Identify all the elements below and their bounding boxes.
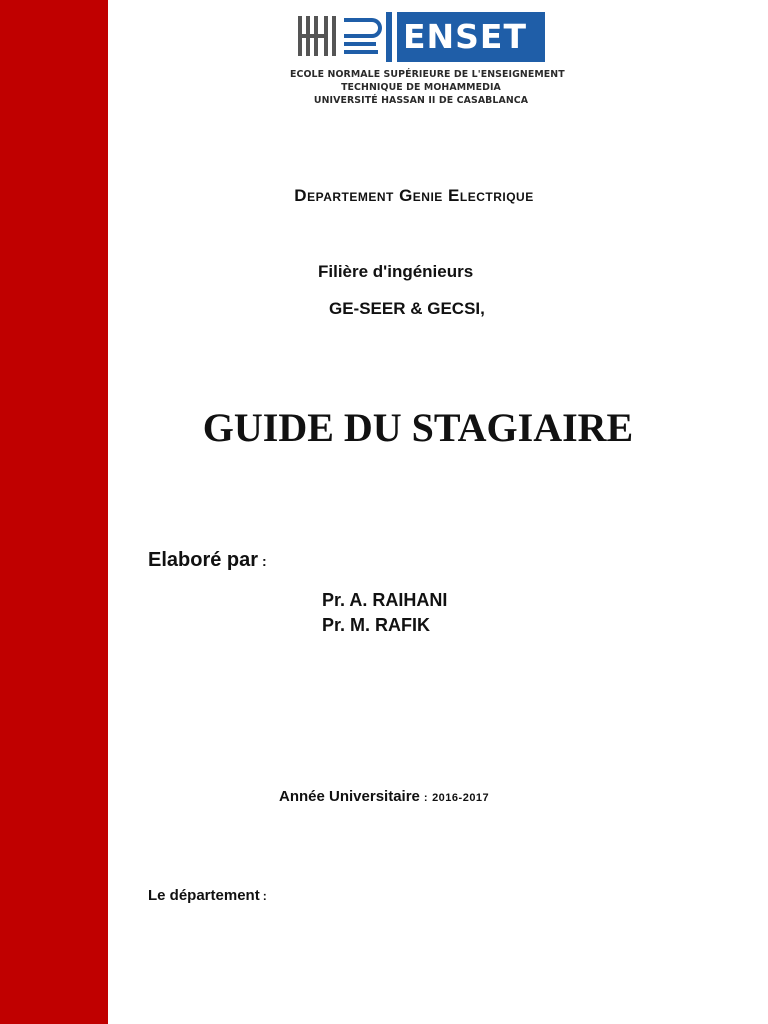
department-heading: Departement Genie Electrique (294, 186, 534, 205)
enset-wordmark: ENSET (397, 12, 545, 62)
logo-divider (386, 12, 392, 62)
author-1: Pr. A. RAIHANI (322, 590, 448, 610)
academic-year-label: Année Universitaire (279, 788, 420, 805)
author-2: Pr. M. RAFIK (322, 615, 431, 635)
prepared-by-colon: : (262, 553, 267, 569)
department-signature-label: Le département (148, 887, 260, 904)
logo-school-line2: TECHNIQUE DE MOHAMMEDIA (341, 82, 501, 93)
department-signature-colon: : (262, 889, 267, 903)
programs-line: GE-SEER & GECSI, (329, 299, 485, 318)
logo-university-line: UNIVERSITÉ HASSAN II DE CASABLANCA (313, 95, 529, 106)
department-signature (148, 887, 267, 904)
academic-year-value: 2016-2017 (432, 792, 490, 804)
academic-year-colon: : (423, 792, 429, 804)
red-side-band (0, 0, 108, 1024)
filiere-line: Filière d'ingénieurs (318, 262, 474, 281)
enset-logo (290, 10, 565, 110)
document-title: GUIDE DU STAGIAIRE (202, 405, 634, 450)
logo-school-line1: ECOLE NORMALE SUPÉRIEURE DE L'ENSEIGNEMENT (290, 69, 565, 80)
uh2c-logo-icon (296, 12, 384, 64)
prepared-by-label (148, 549, 267, 572)
academic-year (279, 788, 489, 805)
prepared-by-text: Elaboré par (148, 549, 259, 571)
